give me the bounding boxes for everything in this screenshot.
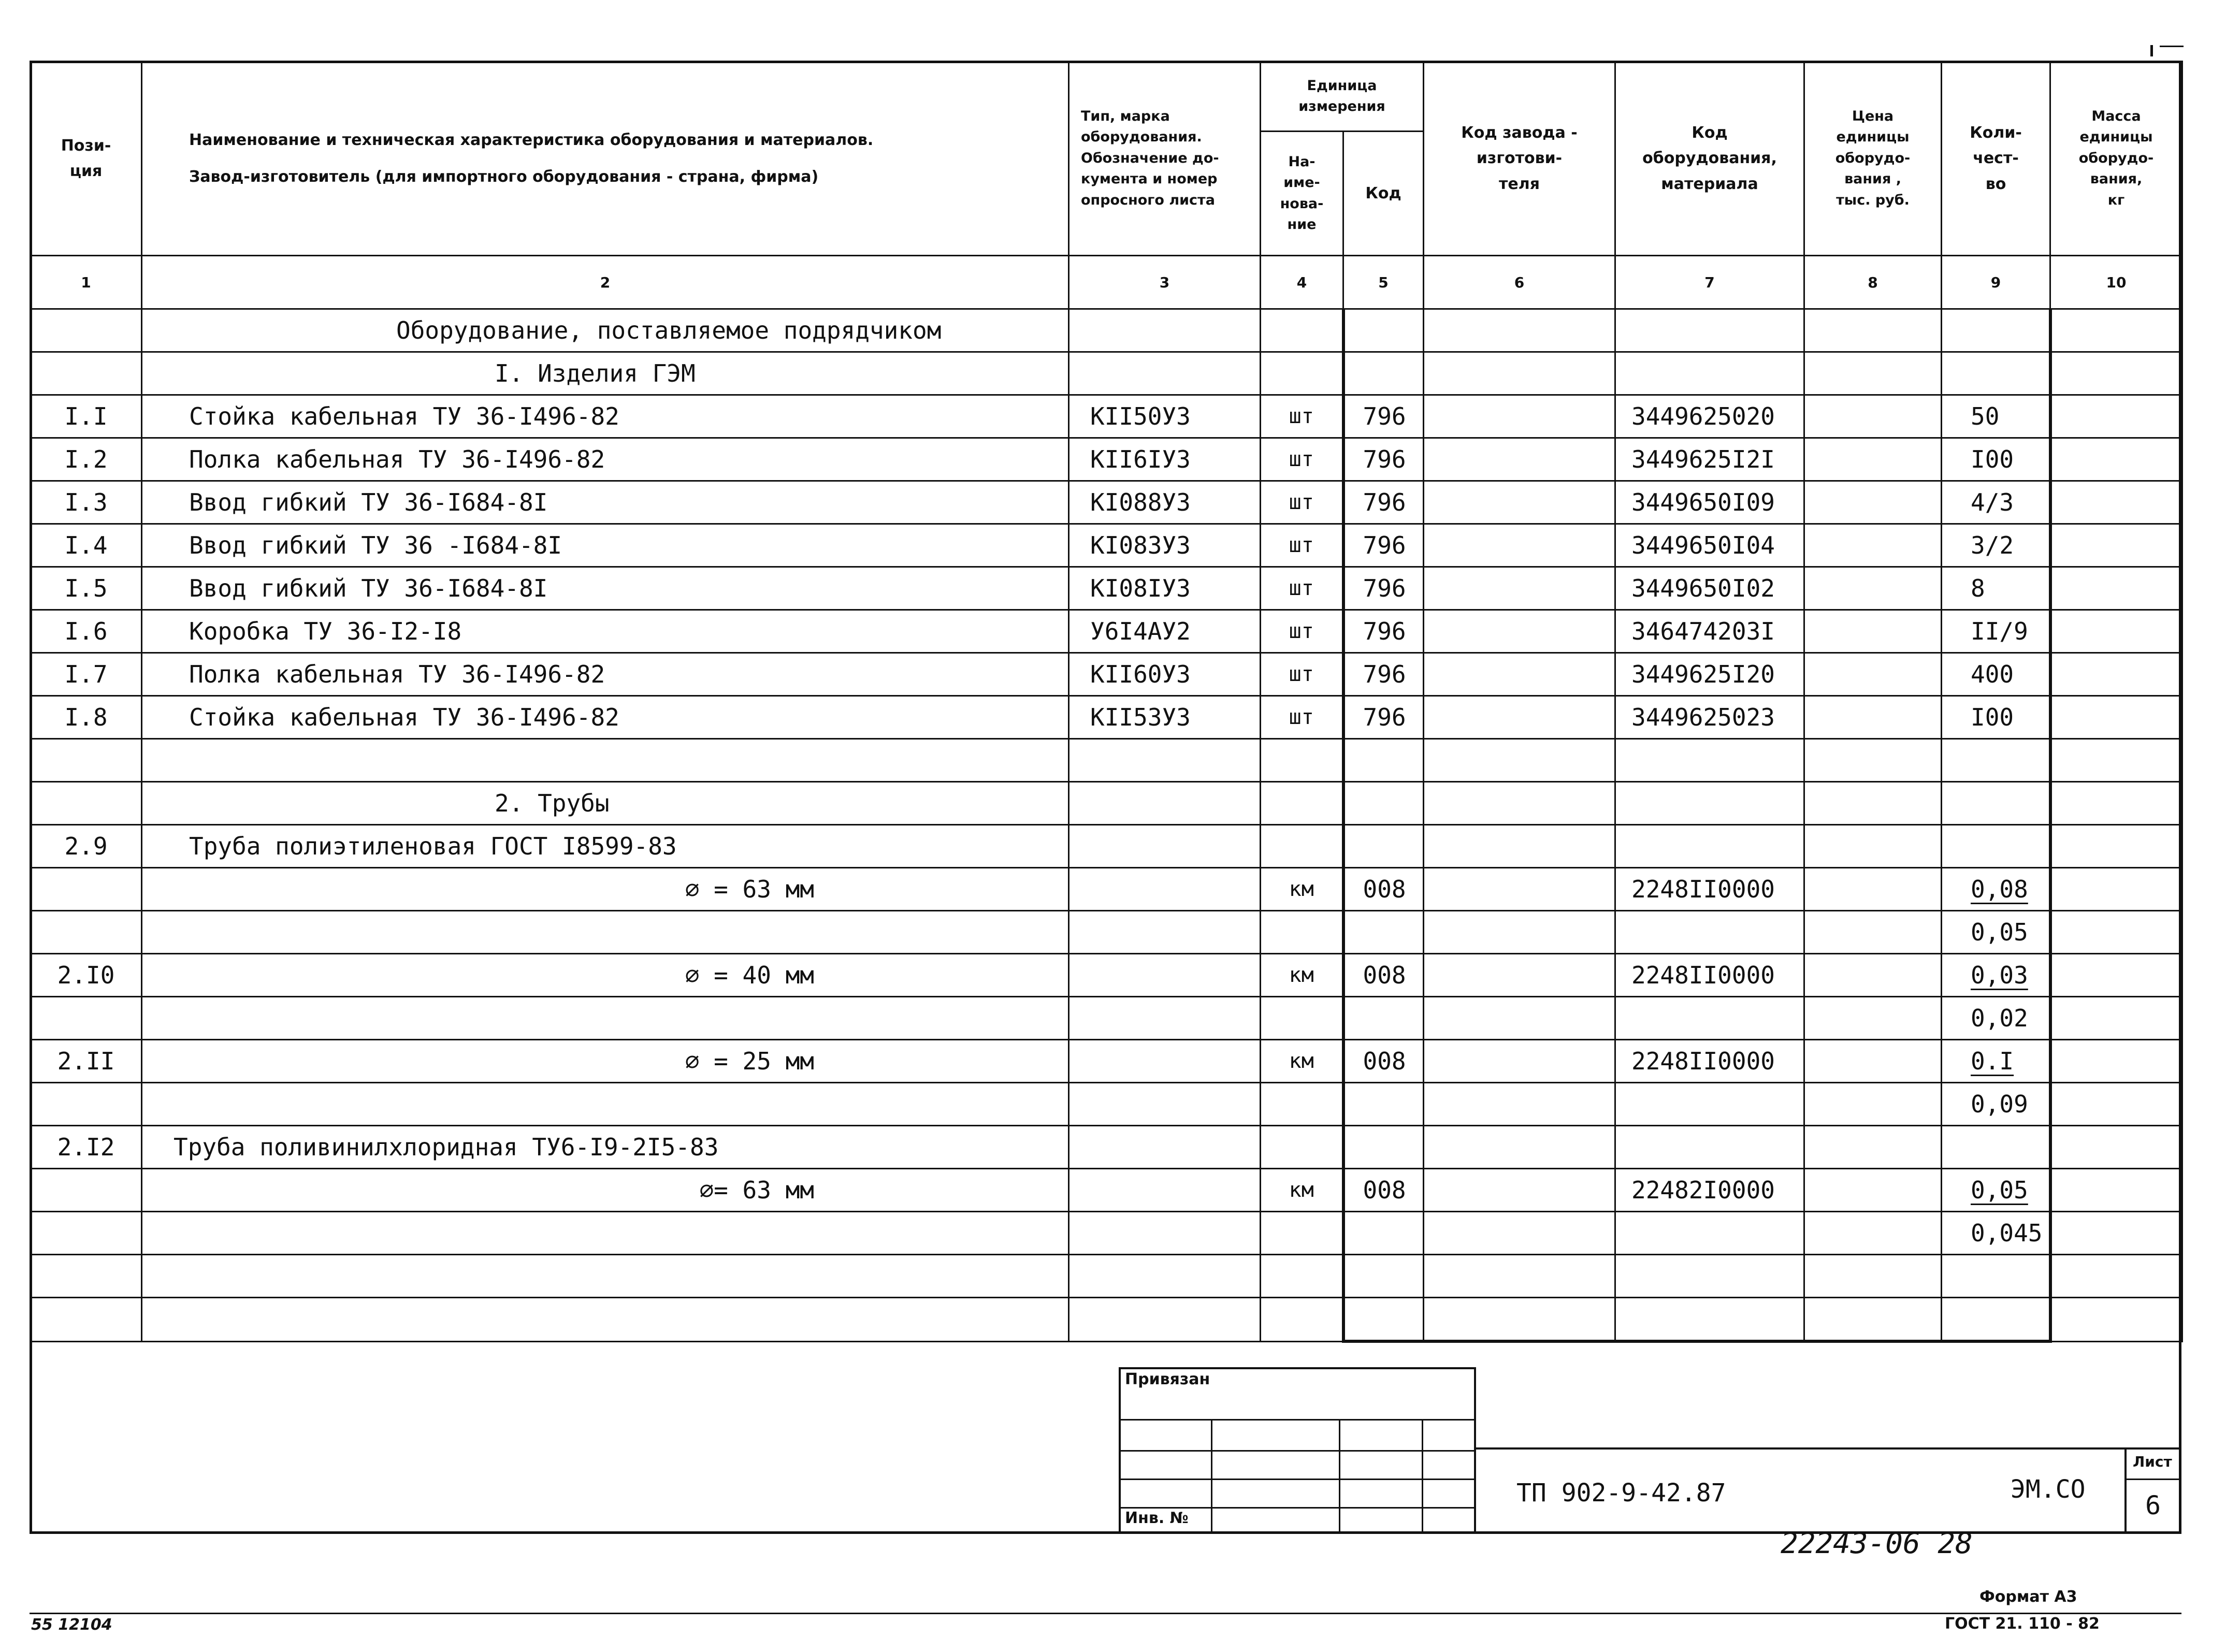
column-number: 3 bbox=[1069, 256, 1261, 309]
format-label: Формат А3 bbox=[1979, 1588, 2077, 1606]
row-unit-code: 796 bbox=[1343, 696, 1424, 739]
row-position: I.6 bbox=[31, 610, 142, 653]
row-material-code: 3449625023 bbox=[1615, 696, 1804, 739]
row-name: ∅ = 40 мм bbox=[142, 954, 1069, 997]
row-quantity: 0,05 bbox=[1942, 911, 2050, 954]
column-number: 9 bbox=[1942, 256, 2050, 309]
row-position: I.2 bbox=[31, 438, 142, 481]
row-type: КI08IУ3 bbox=[1069, 567, 1261, 610]
stamp-line bbox=[1422, 1419, 1423, 1534]
column-number: 8 bbox=[1804, 256, 1942, 309]
row-quantity: 0,03 bbox=[1942, 954, 2050, 997]
column-number: 7 bbox=[1615, 256, 1804, 309]
sheet-code: ЭМ.СО bbox=[2011, 1475, 2086, 1504]
header-unit-name: На- име- нова- ние bbox=[1261, 132, 1343, 256]
row-unit: шт bbox=[1261, 567, 1343, 610]
row-quantity: 3/2 bbox=[1942, 524, 2050, 567]
row-position: I.8 bbox=[31, 696, 142, 739]
row-type: КII6IУ3 bbox=[1069, 438, 1261, 481]
row-unit-code: 008 bbox=[1343, 1040, 1424, 1083]
row-unit-code: 796 bbox=[1343, 524, 1424, 567]
row-name: Труба полиэтиленовая ГОСТ I8599-83 bbox=[142, 825, 1069, 868]
stamp-line bbox=[2124, 1479, 2181, 1480]
row-unit: шт bbox=[1261, 653, 1343, 696]
gost-label: ГОСТ 21. 110 - 82 bbox=[1945, 1615, 2100, 1633]
stamp-line bbox=[1211, 1419, 1212, 1534]
row-unit-code: 008 bbox=[1343, 868, 1424, 911]
row-quantity: II/9 bbox=[1942, 610, 2050, 653]
header-material-code: Код оборудования, материала bbox=[1615, 62, 1804, 256]
row-unit: шт bbox=[1261, 696, 1343, 739]
row-name: ∅= 63 мм bbox=[142, 1169, 1069, 1212]
row-unit: км bbox=[1261, 954, 1343, 997]
row-unit-code: 796 bbox=[1343, 567, 1424, 610]
stamp-line bbox=[1476, 1447, 2181, 1450]
row-unit: шт bbox=[1261, 610, 1343, 653]
row-unit: шт bbox=[1261, 395, 1343, 438]
row-type: КI088У3 bbox=[1069, 481, 1261, 524]
row-unit-code: 796 bbox=[1343, 481, 1424, 524]
header-name: Наименование и техническая характеристика оборудования и материалов. Завод-изготовитель (для импортного оборудования - страна, фирма) bbox=[142, 62, 1069, 256]
row-unit: шт bbox=[1261, 481, 1343, 524]
row-unit: шт bbox=[1261, 524, 1343, 567]
archive-number: 22243-06 28 bbox=[1781, 1527, 1973, 1560]
row-unit: км bbox=[1261, 868, 1343, 911]
row-material-code: 3449625I20 bbox=[1615, 653, 1804, 696]
row-name: Стойка кабельная ТУ 36-I496-82 bbox=[142, 395, 1069, 438]
row-name: Коробка ТУ 36-I2-I8 bbox=[142, 610, 1069, 653]
header-position: Пози- ция bbox=[31, 62, 142, 256]
footer-left-code: 55 12104 bbox=[31, 1616, 112, 1634]
row-position: I.I bbox=[31, 395, 142, 438]
row-quantity: 0,045 bbox=[1942, 1212, 2050, 1255]
row-unit: шт bbox=[1261, 438, 1343, 481]
row-type: КII50У3 bbox=[1069, 395, 1261, 438]
row-position: I.3 bbox=[31, 481, 142, 524]
row-quantity: 0,09 bbox=[1942, 1083, 2050, 1126]
row-type: У6I4АУ2 bbox=[1069, 610, 1261, 653]
inventory-number-label: Инв. № bbox=[1125, 1509, 1189, 1527]
row-material-code: 2248II0000 bbox=[1615, 954, 1804, 997]
column-number: 10 bbox=[2050, 256, 2182, 309]
row-material-code: 22482I0000 bbox=[1615, 1169, 1804, 1212]
corner-mark-dash bbox=[2160, 46, 2184, 47]
privyazan-label: Привязан bbox=[1125, 1370, 1210, 1388]
row-name: ∅ = 63 мм bbox=[142, 868, 1069, 911]
row-name: Труба поливинилхлоридная ТУ6-I9-2I5-83 bbox=[142, 1126, 1069, 1169]
row-unit-code: 008 bbox=[1343, 1169, 1424, 1212]
row-quantity: 8 bbox=[1942, 567, 2050, 610]
row-position: I.4 bbox=[31, 524, 142, 567]
column-number: 6 bbox=[1424, 256, 1615, 309]
row-material-code: 3449650I02 bbox=[1615, 567, 1804, 610]
row-unit: км bbox=[1261, 1169, 1343, 1212]
row-material-code: 3449650I04 bbox=[1615, 524, 1804, 567]
row-quantity: 0,05 bbox=[1942, 1169, 2050, 1212]
row-quantity: 0.I bbox=[1942, 1040, 2050, 1083]
row-name: 2. Трубы bbox=[142, 782, 1069, 825]
header-type: Тип, марка оборудования. Обозначение до- кумента и номер опросного листа bbox=[1069, 62, 1261, 256]
header-factory-code: Код завода - изготови- теля bbox=[1424, 62, 1615, 256]
stamp-line bbox=[1339, 1419, 1340, 1534]
row-quantity: 4/3 bbox=[1942, 481, 2050, 524]
row-position: 2.9 bbox=[31, 825, 142, 868]
corner-mark bbox=[2150, 45, 2153, 56]
row-quantity: 0,02 bbox=[1942, 997, 2050, 1040]
row-type: КII60У3 bbox=[1069, 653, 1261, 696]
column-number: 5 bbox=[1343, 256, 1424, 309]
column-number: 1 bbox=[31, 256, 142, 309]
document-code: ТП 902-9-42.87 bbox=[1516, 1479, 1726, 1508]
row-name: Оборудование, поставляемое подрядчиком bbox=[142, 309, 1069, 352]
row-unit-code: 796 bbox=[1343, 653, 1424, 696]
row-material-code: 3449625I2I bbox=[1615, 438, 1804, 481]
sheet-frame bbox=[30, 61, 2181, 1534]
stamp-line bbox=[2124, 1447, 2127, 1534]
row-type: КI083У3 bbox=[1069, 524, 1261, 567]
row-quantity: 0,08 bbox=[1942, 868, 2050, 911]
row-unit-code: 796 bbox=[1343, 438, 1424, 481]
row-unit-code: 796 bbox=[1343, 610, 1424, 653]
sheet-label: Лист bbox=[2133, 1453, 2172, 1470]
row-material-code: 2248II0000 bbox=[1615, 1040, 1804, 1083]
column-number: 2 bbox=[142, 256, 1069, 309]
row-position: I.5 bbox=[31, 567, 142, 610]
row-name: ∅ = 25 мм bbox=[142, 1040, 1069, 1083]
row-unit-code: 008 bbox=[1343, 954, 1424, 997]
row-position: I.7 bbox=[31, 653, 142, 696]
column-number: 4 bbox=[1261, 256, 1343, 309]
row-position: 2.I0 bbox=[31, 954, 142, 997]
sheet-number: 6 bbox=[2145, 1490, 2161, 1520]
row-name: Полка кабельная ТУ 36-I496-82 bbox=[142, 653, 1069, 696]
stamp-line bbox=[1119, 1367, 1476, 1369]
row-material-code: 3449650I09 bbox=[1615, 481, 1804, 524]
row-name: Стойка кабельная ТУ 36-I496-82 bbox=[142, 696, 1069, 739]
header-unit-code: Код bbox=[1343, 132, 1424, 256]
header-quantity: Коли- чест- во bbox=[1942, 62, 2050, 256]
row-material-code: 3449625020 bbox=[1615, 395, 1804, 438]
row-quantity: I00 bbox=[1942, 438, 2050, 481]
row-material-code: 2248II0000 bbox=[1615, 868, 1804, 911]
header-price: Цена единицы оборудо- вания , тыс. руб. bbox=[1804, 62, 1942, 256]
row-position: 2.I2 bbox=[31, 1126, 142, 1169]
row-material-code: 346474203I bbox=[1615, 610, 1804, 653]
row-unit: км bbox=[1261, 1040, 1343, 1083]
row-name: Ввод гибкий ТУ 36 -I684-8I bbox=[142, 524, 1069, 567]
row-quantity: 400 bbox=[1942, 653, 2050, 696]
row-name: I. Изделия ГЭМ bbox=[142, 352, 1069, 395]
row-type: КII53У3 bbox=[1069, 696, 1261, 739]
row-unit-code: 796 bbox=[1343, 395, 1424, 438]
row-name: Ввод гибкий ТУ 36-I684-8I bbox=[142, 481, 1069, 524]
row-quantity: I00 bbox=[1942, 696, 2050, 739]
row-name: Ввод гибкий ТУ 36-I684-8I bbox=[142, 567, 1069, 610]
header-unit-group: Единица измерения bbox=[1261, 62, 1424, 132]
row-position: 2.II bbox=[31, 1040, 142, 1083]
row-name: Полка кабельная ТУ 36-I496-82 bbox=[142, 438, 1069, 481]
header-mass: Масса единицы оборудо- вания, кг bbox=[2050, 62, 2182, 256]
row-quantity: 50 bbox=[1942, 395, 2050, 438]
footer-rule bbox=[30, 1613, 2181, 1614]
